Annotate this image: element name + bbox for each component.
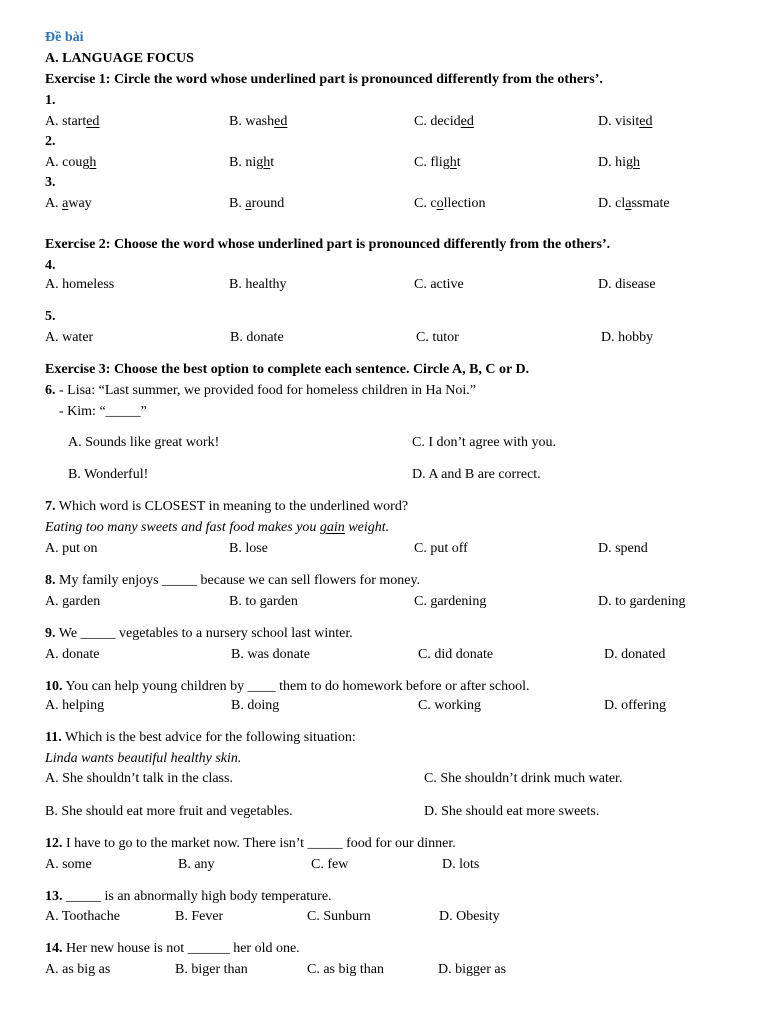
option[interactable]: D. Obesity [439, 909, 500, 924]
option[interactable]: A. put on [45, 541, 98, 556]
option[interactable]: B. lose [229, 541, 268, 556]
exercise-1-title: Exercise 1: Circle the word whose underlined part is pronounced differently from the others’. [45, 72, 603, 87]
question-number: 1. [45, 93, 56, 108]
exercise-2-title: Exercise 2: Choose the word whose underlined part is pronounced differently from the others’. [45, 237, 611, 252]
option[interactable]: D. disease [598, 277, 656, 292]
option[interactable]: B. any [178, 857, 215, 872]
option[interactable]: C. flight [414, 155, 461, 170]
question-8-text: 8. My family enjoys _____ because we can sell flowers for money. [45, 573, 421, 588]
question-11-text: 11. Which is the best advice for the following situation: [45, 730, 356, 745]
option[interactable]: C. collection [414, 196, 486, 211]
option[interactable]: A. helping [45, 698, 105, 713]
question-12-text: 12. I have to go to the market now. There isn’t _____ food for our dinner. [45, 836, 456, 851]
option[interactable]: B. biger than [175, 962, 248, 977]
question-10-text: 10. You can help young children by ____ them to do homework before or after school. [45, 679, 530, 694]
option[interactable]: C. few [311, 857, 349, 872]
option[interactable]: B. around [229, 196, 285, 211]
question-6-response: - Kim: “_____” [59, 404, 147, 419]
option[interactable]: D. hobby [601, 330, 654, 345]
option[interactable]: D. lots [442, 857, 480, 872]
option[interactable]: A. homeless [45, 277, 115, 292]
option[interactable]: A. as big as [45, 962, 111, 977]
option[interactable]: B. healthy [229, 277, 287, 292]
question-13-text: 13. _____ is an abnormally high body temperature. [45, 889, 332, 904]
option[interactable]: C. She shouldn’t drink much water. [424, 771, 623, 786]
option[interactable]: A. Toothache [45, 909, 120, 924]
question-number: 5. [45, 309, 56, 324]
question-number: 4. [45, 258, 56, 273]
option[interactable]: D. bigger as [438, 962, 507, 977]
section-title: A. LANGUAGE FOCUS [45, 51, 194, 66]
option[interactable]: C. gardening [414, 594, 487, 609]
option[interactable]: D. She should eat more sweets. [424, 804, 600, 819]
option[interactable]: A. away [45, 196, 92, 211]
question-9-text: 9. We _____ vegetables to a nursery school last winter. [45, 626, 353, 641]
option[interactable]: D. A and B are correct. [412, 467, 541, 482]
option[interactable]: D. classmate [598, 196, 670, 211]
question-number: 2. [45, 134, 56, 149]
question-11-situation: Linda wants beautiful healthy skin. [45, 751, 242, 766]
option[interactable]: D. high [598, 155, 640, 170]
option[interactable]: A. garden [45, 594, 101, 609]
option[interactable]: D. offering [604, 698, 666, 713]
exercise-3-title: Exercise 3: Choose the best option to complete each sentence. Circle A, B, C or D. [45, 362, 530, 377]
question-14-text: 14. Her new house is not ______ her old one. [45, 941, 300, 956]
option[interactable]: B. She should eat more fruit and vegetables. [45, 804, 293, 819]
question-7-sentence: Eating too many sweets and fast food makes you gain weight. [45, 520, 390, 535]
option[interactable]: D. donated [604, 647, 666, 662]
question-number: 3. [45, 175, 56, 190]
option[interactable]: A. water [45, 330, 94, 345]
question-6-text: 6. - Lisa: “Last summer, we provided food for homeless children in Ha Noi.” [45, 383, 476, 398]
page-heading: Đề bài [45, 30, 84, 45]
option[interactable]: B. was donate [231, 647, 310, 662]
option[interactable]: C. tutor [416, 330, 459, 345]
option[interactable]: C. Sunburn [307, 909, 371, 924]
option[interactable]: B. night [229, 155, 275, 170]
option[interactable]: C. working [418, 698, 481, 713]
option[interactable]: B. to garden [229, 594, 298, 609]
option[interactable]: B. washed [229, 114, 288, 129]
option[interactable]: C. as big than [307, 962, 384, 977]
option[interactable]: A. Sounds like great work! [68, 435, 220, 450]
option[interactable]: C. did donate [418, 647, 494, 662]
option[interactable]: B. Wonderful! [68, 467, 149, 482]
option[interactable]: A. cough [45, 155, 97, 170]
option[interactable]: A. some [45, 857, 92, 872]
question-7-text: 7. Which word is CLOSEST in meaning to the underlined word? [45, 499, 409, 514]
option[interactable]: C. decided [414, 114, 474, 129]
option[interactable]: A. started [45, 114, 100, 129]
option[interactable]: B. Fever [175, 909, 224, 924]
option[interactable]: B. donate [230, 330, 284, 345]
option[interactable]: B. doing [231, 698, 280, 713]
option[interactable]: A. donate [45, 647, 100, 662]
option[interactable]: C. put off [414, 541, 468, 556]
option[interactable]: D. to gardening [598, 594, 686, 609]
option[interactable]: D. visited [598, 114, 653, 129]
option[interactable]: A. She shouldn’t talk in the class. [45, 771, 233, 786]
option[interactable]: C. I don’t agree with you. [412, 435, 556, 450]
option[interactable]: D. spend [598, 541, 648, 556]
option[interactable]: C. active [414, 277, 464, 292]
